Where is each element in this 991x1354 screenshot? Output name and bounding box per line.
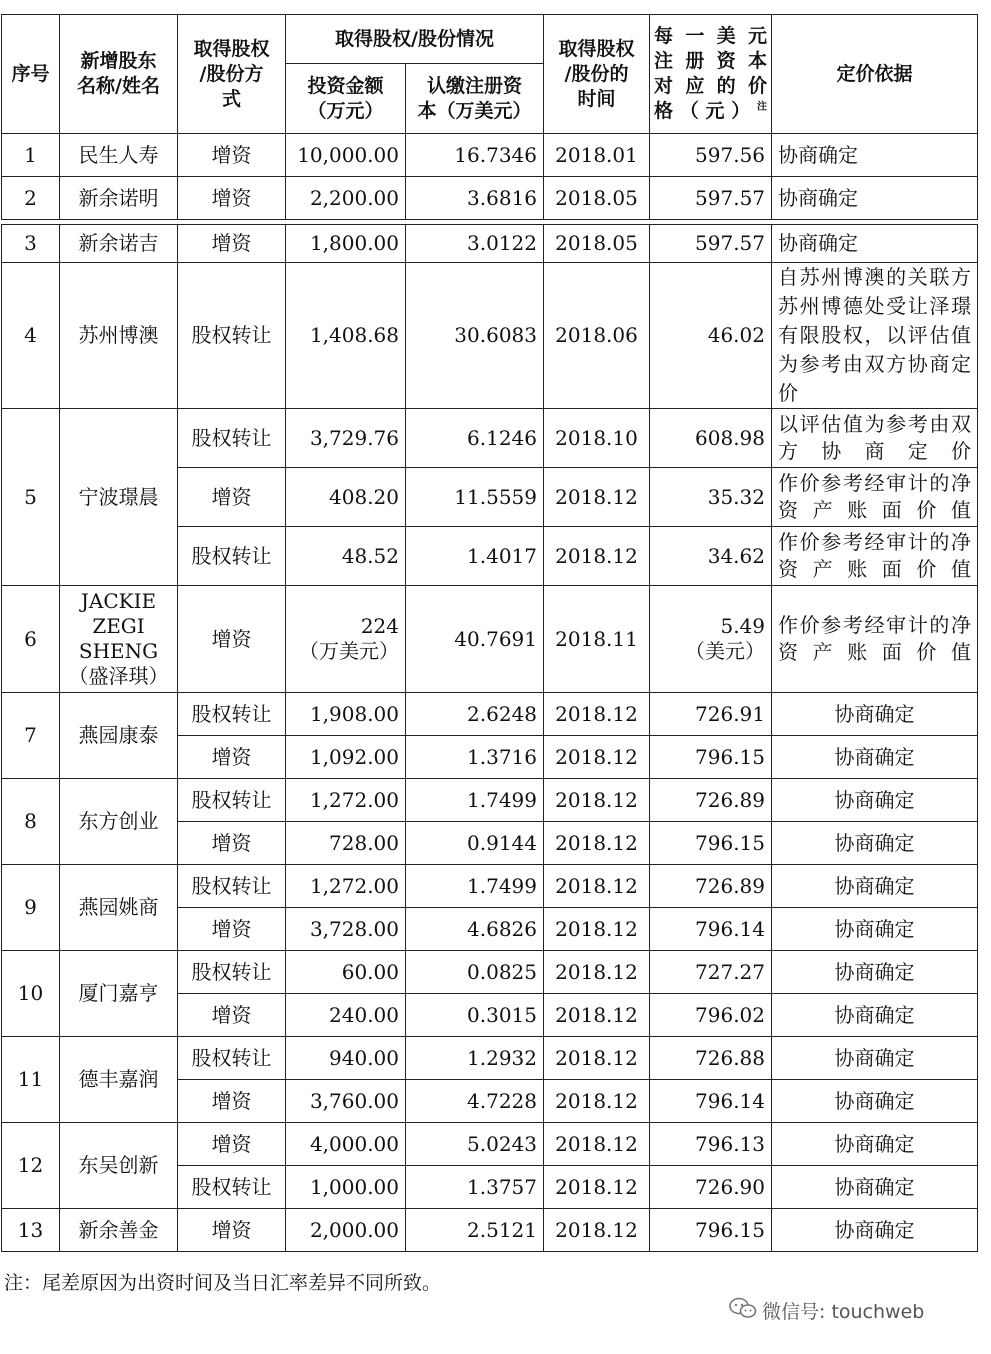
amount-unit: （万美元） (299, 639, 399, 663)
holder-cell: 燕园康泰 (60, 693, 178, 779)
header-holder-line: 名称/姓名 (77, 75, 160, 97)
capital-cell: 2.5121 (406, 1209, 544, 1252)
price-cell: 796.15 (650, 736, 772, 779)
price-cell: 34.62 (650, 527, 772, 586)
header-method-line: 式 (221, 87, 241, 110)
table-row (2, 1123, 978, 1166)
time-cell: 2018.12 (544, 1209, 650, 1252)
capital-cell: 0.0825 (406, 951, 544, 994)
holder-cell: 燕园姚商 (60, 865, 178, 951)
method-cell: 增资 (178, 225, 286, 263)
amount-cell: 60.00 (286, 951, 406, 994)
seq-cell: 9 (2, 865, 60, 951)
header-time-line: 时间 (577, 87, 616, 110)
method-cell: 增资 (178, 468, 286, 527)
capital-cell: 5.0243 (406, 1123, 544, 1166)
header-holder-line: 新增股东 (80, 50, 157, 72)
holder-cell: 新余诺明 (60, 177, 178, 220)
price-cell: 597.57 (650, 177, 772, 220)
time-cell: 2018.12 (544, 1123, 650, 1166)
amount-cell: 10,000.00 (286, 134, 406, 177)
capital-cell: 16.7346 (406, 134, 544, 177)
header-time-line: /股份的 (564, 62, 629, 85)
header-seq: 序号 (2, 15, 60, 134)
time-cell: 2018.12 (544, 468, 650, 527)
amount-cell: 1,272.00 (286, 865, 406, 908)
time-cell: 2018.12 (544, 865, 650, 908)
amount-cell: 940.00 (286, 1037, 406, 1080)
time-cell: 2018.12 (544, 736, 650, 779)
shareholder-table-top (1, 14, 978, 220)
holder-cell: 苏州博澳 (60, 263, 178, 409)
method-cell: 增资 (178, 586, 286, 693)
header-amount-line: 投资金额 (307, 74, 384, 97)
header-price-line: 注册资本 (654, 50, 768, 72)
capital-cell: 1.2932 (406, 1037, 544, 1080)
table-row (2, 693, 978, 736)
header-price-note: 注 (757, 101, 768, 113)
time-cell: 2018.12 (544, 779, 650, 822)
capital-cell: 3.0122 (406, 225, 544, 263)
method-cell: 增资 (178, 994, 286, 1037)
price-cell: 796.13 (650, 1123, 772, 1166)
time-cell: 2018.12 (544, 908, 650, 951)
method-cell: 增资 (178, 822, 286, 865)
header-capital-line: 本（万美元） (417, 99, 532, 122)
header-amount (286, 64, 406, 134)
header-basis: 定价依据 (772, 15, 978, 134)
holder-cell: 宁波璟晨 (60, 409, 178, 586)
amount-cell: 240.00 (286, 994, 406, 1037)
holder-cell (60, 586, 178, 693)
amount-cell: 4,000.00 (286, 1123, 406, 1166)
table-row (2, 1209, 978, 1252)
price-cell: 726.88 (650, 1037, 772, 1080)
header-price-line4: 格（元） (654, 100, 758, 122)
method-cell: 增资 (178, 177, 286, 220)
capital-cell: 11.5559 (406, 468, 544, 527)
holder-cell: 新余诺吉 (60, 225, 178, 263)
price-cell: 35.32 (650, 468, 772, 527)
basis-cell: 协商确定 (772, 1080, 978, 1123)
capital-cell: 2.6248 (406, 693, 544, 736)
holder-cell: 厦门嘉亨 (60, 951, 178, 1037)
capital-cell: 1.3757 (406, 1166, 544, 1209)
time-cell: 2018.12 (544, 1080, 650, 1123)
capital-cell: 3.6816 (406, 177, 544, 220)
header-holder (60, 15, 178, 134)
time-cell: 2018.12 (544, 1166, 650, 1209)
amount-cell: 3,728.00 (286, 908, 406, 951)
amount-cell: 1,800.00 (286, 225, 406, 263)
capital-cell: 6.1246 (406, 409, 544, 468)
time-cell: 2018.05 (544, 225, 650, 263)
method-cell: 股权转让 (178, 1037, 286, 1080)
capital-cell: 30.6083 (406, 263, 544, 409)
header-time (544, 15, 650, 134)
method-cell: 股权转让 (178, 779, 286, 822)
table-row (2, 177, 978, 220)
table-row (2, 586, 978, 693)
amount-cell: 1,908.00 (286, 693, 406, 736)
basis-cell: 协商确定 (772, 177, 978, 220)
watermark-text: 微信号: touchweb (762, 1301, 925, 1323)
header-time-line: 取得股权 (558, 37, 635, 60)
header-situation: 取得股权/股份情况 (286, 15, 544, 64)
price-cell: 726.91 (650, 693, 772, 736)
header-price (650, 15, 772, 134)
basis-cell: 协商确定 (772, 693, 978, 736)
header-method-line: 取得股权 (193, 37, 270, 60)
capital-cell: 1.7499 (406, 865, 544, 908)
amount-cell: 3,729.76 (286, 409, 406, 468)
capital-cell: 0.3015 (406, 994, 544, 1037)
time-cell: 2018.12 (544, 951, 650, 994)
time-cell: 2018.12 (544, 1037, 650, 1080)
time-cell: 2018.10 (544, 409, 650, 468)
basis-cell: 协商确定 (772, 822, 978, 865)
header-method (178, 15, 286, 134)
seq-cell: 1 (2, 134, 60, 177)
seq-cell: 7 (2, 693, 60, 779)
amount-cell: 1,092.00 (286, 736, 406, 779)
capital-cell: 1.3716 (406, 736, 544, 779)
method-cell: 增资 (178, 736, 286, 779)
method-cell: 股权转让 (178, 951, 286, 994)
basis-cell: 协商确定 (772, 1209, 978, 1252)
time-cell: 2018.12 (544, 693, 650, 736)
basis-cell: 自苏州博澳的关联方苏州博德处受让泽璟有限股权，以评估值为参考由双方协商定价 (772, 263, 978, 409)
table-row (2, 951, 978, 994)
capital-cell: 4.7228 (406, 1080, 544, 1123)
seq-cell: 3 (2, 225, 60, 263)
basis-cell: 作价参考经审计的净资产账面价值 (772, 527, 978, 586)
price-cell (650, 586, 772, 693)
time-cell: 2018.11 (544, 586, 650, 693)
amount-cell: 2,200.00 (286, 177, 406, 220)
capital-cell: 0.9144 (406, 822, 544, 865)
holder-cell: 德丰嘉润 (60, 1037, 178, 1123)
header-capital-line: 认缴注册资 (427, 74, 523, 97)
price-cell: 597.57 (650, 225, 772, 263)
price-cell: 796.14 (650, 908, 772, 951)
amount-cell: 3,760.00 (286, 1080, 406, 1123)
table-row (2, 1037, 978, 1080)
holder-name-line: JACKIE (80, 589, 157, 613)
method-cell: 增资 (178, 1209, 286, 1252)
basis-cell: 协商确定 (772, 951, 978, 994)
basis-cell: 协商确定 (772, 736, 978, 779)
seq-cell: 2 (2, 177, 60, 220)
table-row (2, 865, 978, 908)
capital-cell: 1.7499 (406, 779, 544, 822)
amount-cell: 408.20 (286, 468, 406, 527)
holder-cell: 新余善金 (60, 1209, 178, 1252)
method-cell: 增资 (178, 1123, 286, 1166)
basis-cell: 协商确定 (772, 994, 978, 1037)
holder-cell: 东吴创新 (60, 1123, 178, 1209)
seq-cell: 4 (2, 263, 60, 409)
price-cell: 727.27 (650, 951, 772, 994)
method-cell: 增资 (178, 908, 286, 951)
shareholder-table-bottom (1, 224, 978, 1252)
method-cell: 股权转让 (178, 409, 286, 468)
header-price-line: 对应的价 (654, 75, 768, 97)
holder-name-line: SHENG (78, 639, 159, 663)
header-capital (406, 64, 544, 134)
basis-cell: 协商确定 (772, 1037, 978, 1080)
seq-cell: 10 (2, 951, 60, 1037)
basis-cell: 协商确定 (772, 779, 978, 822)
basis-cell: 作价参考经审计的净资产账面价值 (772, 586, 978, 693)
method-cell: 股权转让 (178, 865, 286, 908)
method-cell: 股权转让 (178, 527, 286, 586)
price-unit: （美元） (685, 639, 765, 663)
table-row (2, 779, 978, 822)
wechat-icon (728, 1297, 762, 1324)
header-amount-line: （万元） (307, 99, 384, 122)
basis-cell: 协商确定 (772, 225, 978, 263)
header-price-line: 每一美元 (654, 25, 768, 47)
price-cell: 46.02 (650, 263, 772, 409)
basis-cell: 协商确定 (772, 134, 978, 177)
watermark (728, 1297, 924, 1324)
amount-cell: 1,272.00 (286, 779, 406, 822)
method-cell: 股权转让 (178, 263, 286, 409)
price-value: 5.49 (720, 614, 765, 638)
seq-cell: 5 (2, 409, 60, 586)
table-row (2, 409, 978, 468)
amount-cell: 48.52 (286, 527, 406, 586)
price-cell: 726.89 (650, 865, 772, 908)
amount-cell (286, 586, 406, 693)
holder-name-line: （盛泽琪） (68, 664, 169, 688)
holder-cell: 东方创业 (60, 779, 178, 865)
price-cell: 796.14 (650, 1080, 772, 1123)
method-cell: 增资 (178, 1080, 286, 1123)
seq-cell: 12 (2, 1123, 60, 1209)
basis-cell: 协商确定 (772, 865, 978, 908)
table-row (2, 134, 978, 177)
basis-cell: 协商确定 (772, 1123, 978, 1166)
amount-cell: 1,408.68 (286, 263, 406, 409)
method-cell: 增资 (178, 134, 286, 177)
price-cell: 597.56 (650, 134, 772, 177)
seq-cell: 8 (2, 779, 60, 865)
basis-cell: 作价参考经审计的净资产账面价值 (772, 468, 978, 527)
seq-cell: 11 (2, 1037, 60, 1123)
time-cell: 2018.01 (544, 134, 650, 177)
amount-value: 224 (360, 614, 399, 638)
footnote: 注：尾差原因为出资时间及当日汇率差异不同所致。 (4, 1272, 442, 1294)
header-price-line (654, 99, 767, 124)
amount-cell: 1,000.00 (286, 1166, 406, 1209)
price-cell: 796.15 (650, 822, 772, 865)
capital-cell: 40.7691 (406, 586, 544, 693)
seq-cell: 13 (2, 1209, 60, 1252)
time-cell: 2018.05 (544, 177, 650, 220)
capital-cell: 1.4017 (406, 527, 544, 586)
time-cell: 2018.06 (544, 263, 650, 409)
basis-cell: 协商确定 (772, 1166, 978, 1209)
price-cell: 608.98 (650, 409, 772, 468)
price-cell: 796.15 (650, 1209, 772, 1252)
method-cell: 股权转让 (178, 1166, 286, 1209)
basis-cell: 协商确定 (772, 908, 978, 951)
time-cell: 2018.12 (544, 527, 650, 586)
amount-cell: 2,000.00 (286, 1209, 406, 1252)
price-cell: 796.02 (650, 994, 772, 1037)
capital-cell: 4.6826 (406, 908, 544, 951)
time-cell: 2018.12 (544, 822, 650, 865)
table-row (2, 225, 978, 263)
basis-cell: 以评估值为参考由双方协商定价 (772, 409, 978, 468)
seq-cell: 6 (2, 586, 60, 693)
price-cell: 726.90 (650, 1166, 772, 1209)
time-cell: 2018.12 (544, 994, 650, 1037)
table-row (2, 263, 978, 409)
amount-cell: 728.00 (286, 822, 406, 865)
header-method-line: /股份方 (199, 62, 264, 85)
method-cell: 股权转让 (178, 693, 286, 736)
holder-cell: 民生人寿 (60, 134, 178, 177)
holder-name-line: ZEGI (92, 614, 145, 638)
price-cell: 726.89 (650, 779, 772, 822)
